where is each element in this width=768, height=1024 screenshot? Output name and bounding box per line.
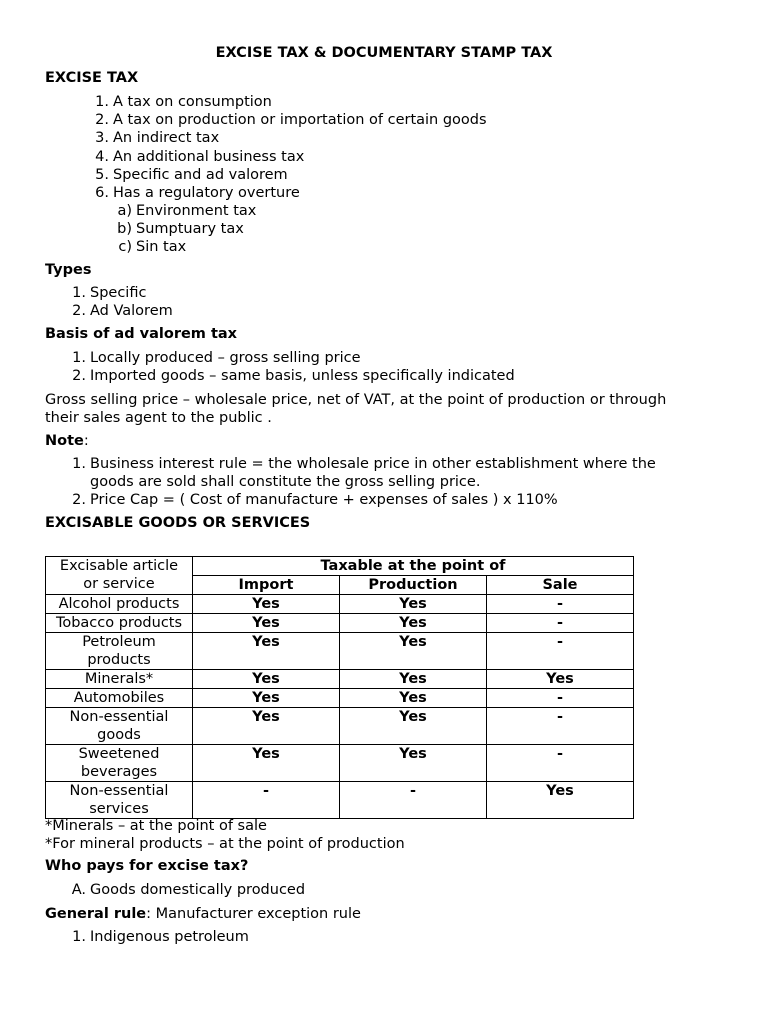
table-row [46,689,634,708]
list-item: 6. Has a regulatory overture [95,185,300,202]
basis-heading: Basis of ad valorem tax [45,326,238,342]
production-cell: - [340,782,487,819]
document-title: EXCISE TAX & DOCUMENTARY STAMP TAX [215,45,553,61]
list-item: A. Goods domestically produced [71,882,306,898]
excise-tax-heading: EXCISE TAX [45,70,139,86]
production-cell: Yes [340,745,487,782]
table-header-taxable-point: Taxable at the point of [193,557,634,576]
sale-cell: Yes [487,782,634,819]
import-cell: Yes [193,745,340,782]
list-item: 2. Price Cap = ( Cost of manufacture + expenses of sales ) x 110% [72,492,558,509]
article-cell: Sweetened beverages [46,745,193,782]
article-cell: Tobacco products [46,614,193,633]
list-item: 1. Indigenous petroleum [72,929,249,945]
note-label: Note: [45,433,89,449]
table-row [46,595,634,614]
excisable-goods-table [45,556,634,819]
table-row [46,670,634,689]
excise-tax-list [95,93,487,202]
table-header-production: Production [340,576,487,595]
sale-cell: - [487,708,634,745]
table-row [46,782,634,819]
sale-cell: - [487,633,634,670]
list-item: b) Sumptuary tax [117,221,244,238]
types-heading: Types [45,262,92,278]
import-cell: Yes [193,614,340,633]
import-cell: Yes [193,708,340,745]
table-row [46,633,634,670]
who-pays-list [71,881,306,899]
basis-list [72,349,515,385]
list-item: 3. An indirect tax [95,130,220,147]
list-item: 4. An additional business tax [95,148,305,165]
list-item: 1. Specific [72,285,147,301]
import-cell: Yes [193,670,340,689]
rule-list [72,928,249,946]
gross-selling-price-paragraph: Gross selling price – wholesale price, net of VAT, at the point of production or through their sales agent to the public . [45,392,667,426]
who-pays-heading: Who pays for excise tax? [45,858,249,874]
sale-cell: - [487,745,634,782]
list-item: c) Sin tax [118,239,187,256]
production-cell: Yes [340,614,487,633]
production-cell: Yes [340,595,487,614]
sale-cell: Yes [487,670,634,689]
list-item: 2. A tax on production or importation of certain goods [95,112,487,129]
list-item: 2. Imported goods – same basis, unless specifically indicated [72,368,515,385]
list-item: 1. Locally produced – gross selling price [72,350,361,366]
types-list [72,284,173,320]
table-header-sale: Sale [487,576,634,595]
footnote-mineral-products: *For mineral products – at the point of production [45,836,405,852]
list-item: 5. Specific and ad valorem [95,166,288,183]
general-rule-line: General rule: Manufacturer exception rule [45,906,361,922]
import-cell: Yes [193,595,340,614]
sale-cell: - [487,595,634,614]
article-cell: Non-essential services [46,782,193,819]
sale-cell: - [487,614,634,633]
production-cell: Yes [340,670,487,689]
table-row [46,745,634,782]
article-cell: Minerals* [46,670,193,689]
import-cell: - [193,782,340,819]
list-item: 2. Ad Valorem [72,303,173,320]
excisable-goods-heading: EXCISABLE GOODS OR SERVICES [45,515,311,531]
table-row [46,708,634,745]
import-cell: Yes [193,689,340,708]
note-list [72,455,656,510]
table-header-article: Excisable article or service [46,557,193,595]
import-cell: Yes [193,633,340,670]
article-cell: Petroleum products [46,633,193,670]
list-item: 1. A tax on consumption [95,94,272,110]
list-item: 1. Business interest rule = the wholesale price in other establishment where the goods are sold shall constitute the gross selling price. [72,456,656,491]
overture-sublist [117,202,257,257]
production-cell: Yes [340,708,487,745]
table-header-import: Import [193,576,340,595]
footnote-minerals: *Minerals – at the point of sale [45,818,267,834]
article-cell: Automobiles [46,689,193,708]
production-cell: Yes [340,689,487,708]
footnotes [45,817,735,853]
sale-cell: - [487,689,634,708]
article-cell: Alcohol products [46,595,193,614]
table-row [46,614,634,633]
list-item: a) Environment tax [117,203,257,219]
production-cell: Yes [340,633,487,670]
article-cell: Non-essential goods [46,708,193,745]
